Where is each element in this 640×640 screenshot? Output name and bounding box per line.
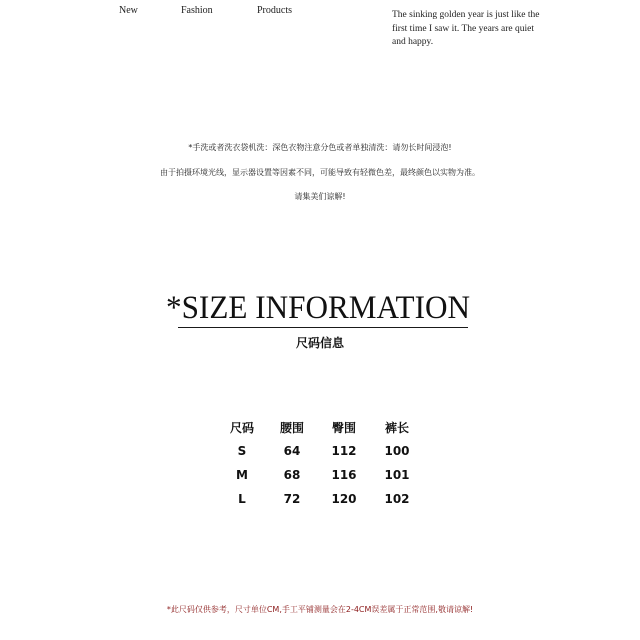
table-cell-size: S (237, 444, 247, 458)
table-cell-length: 101 (384, 468, 410, 482)
nav-products[interactable]: Products (257, 5, 292, 16)
table-cell-size: M (236, 468, 248, 482)
table-cell-hip: 112 (331, 444, 357, 458)
nav-new[interactable]: New (119, 5, 138, 16)
table-cell-length: 102 (384, 492, 410, 506)
table-cell-size: L (238, 492, 246, 506)
column-header-length: 裤长 (384, 421, 410, 435)
column-header-size: 尺码 (229, 421, 255, 435)
table-cell-hip: 120 (331, 492, 357, 506)
table-cell-waist: 64 (283, 444, 301, 458)
size-information-subtitle: 尺码信息 (295, 336, 344, 350)
nav-fashion[interactable]: Fashion (181, 5, 213, 16)
column-header-hip: 臀围 (331, 421, 357, 435)
table-cell-waist: 72 (283, 492, 301, 506)
care-notice-line-1: *手洗或者洗衣袋机洗：深色衣物注意分色或者单独清洗：请勿长时间浸泡! (188, 143, 452, 152)
size-information-heading-text: *SIZE INFORMATION (166, 290, 470, 324)
table-cell-length: 100 (384, 444, 410, 458)
brand-quote: The sinking golden year is just like the first time I saw it. The years are quiet and happy. (392, 10, 540, 47)
table-cell-waist: 68 (283, 468, 301, 482)
column-header-waist: 腰围 (279, 421, 305, 435)
table-cell-hip: 116 (331, 468, 357, 482)
care-notice-line-2: 由于拍摄环境光线，显示器设置等因素不同，可能导致有轻微色差，最终颜色以实物为准。 (160, 168, 480, 177)
care-notice-line-3: 请集美们谅解! (294, 192, 346, 201)
size-footnote: *此尺码仅供参考，尺寸单位CM,手工平铺测量会在2-4CM误差属于正常范围,敬请谅解! (166, 605, 474, 614)
